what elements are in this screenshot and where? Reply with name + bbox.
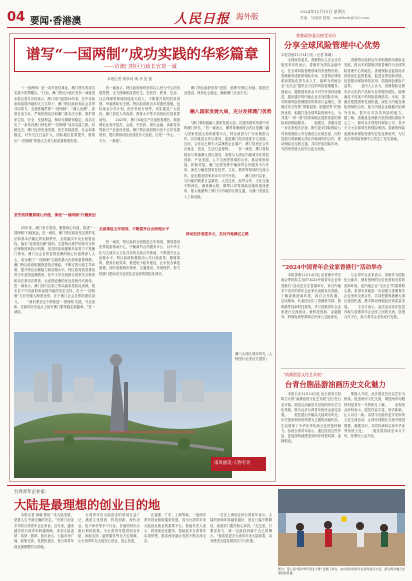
right-1-title: 分享全球风险管理中心优势 (284, 40, 380, 50)
right-divider-2 (281, 368, 405, 369)
bottom-kicker: 台湾青年企业家： (14, 490, 50, 495)
lead-col-2-a: 贺一诚表示，特区政府始终坚持以人民为中心的发展思想，全力保障和改善民生。在医疗、教育、住房、社会保障等领域持续加大投入，不断提升居民的获得感、幸福感和安全感。特区政府推出多项惠民措施，包括现金分享计划、医疗补贴计划等，切实惠及广大居民。澳门居民人均寿命、教育水平等多项指标位居世界前列。 2023年，澳门本地生产总值恢复增长，旅游博彩业有序复苏，会展、中医药、现代金融、高新技术等新兴产业加快发展。澳门特区政府推出首个五年发展规划，提出要推动经济适度多元发展，打造“一中心、一平台、一基地”。 (99, 86, 180, 143)
lead-col-1-b: 25年来，澳门坚守底线，聚焦核心价值，推进“一国两制”行稳致远。贺一诚说，澳门特区政府坚定维护宪法和基本法确定的宪制秩序，全面落实中央全面管治权，落实“爱国者治澳”原则，完善特区维护国家安全的法律制度和执行机制，坚决防范和遏制外部势力干预澳门事务。澳门社会各界爱国爱澳的核心价值观深入人心，成为澳门“一国两制”实践的最大优势和重要保障。 澳门特区政府积极推进依法施政，不断完善行政主导体制，提升特区治理能力和治理水平。特区政府高度重视青少年爱国爱澳教育，在中小学全面推行国家安全教育和宪法基本法教育，让爱国爱澳的优良传统代代相传。贺一诚表示，澳门回归以来之所以能取得如此成就，根本在于中央政府和祖国内地的坚定支持，在于“一国两制”方针的强大制度优势，在于澳门社会各界的团结奋斗。 “我们要坚定不移推进‘一国两制’实践，守正创新，在新的历史起点上续写澳门繁荣稳定新篇章。”贺一诚说。 (14, 226, 95, 314)
right-1-kicker: 香港政协委员接受采访 (296, 33, 336, 38)
lead-title: 谱写“一国两制”成功实践的华彩篇章 (26, 46, 259, 63)
promo-text: 南风丽美·人物专访 (214, 461, 251, 466)
section-name: 要闻·香港澳 (30, 16, 82, 27)
right-3-kicker: “南澳创意文化艺术展” (283, 372, 324, 377)
right-2-body-a: 本报香港11月14日电 由香港中华总商会等机构主办的“2024中国青年企业家香港行”活动近日在香港举行。来自内地多个省市的青年企业家代表团参访香港，了解香港营商环境，探讨合作机遇。 活动期间，代表团走访了香港科学园、数码港等创新科技机构，并与香港青年企业家进行交流座谈，就科技创新、金融服务、跨境电商等领域合作深入交换意见。 (281, 273, 341, 319)
lead-subhead-4: 推动经济适度多元，走好内地澳区之路 (186, 232, 270, 237)
editor-line: 责编：马晓晨 邮箱：rmrbhwb@163.com (300, 16, 370, 20)
bottom-top-rule (7, 485, 405, 486)
bottom-col-1: 本报记者 徐晓 程欣 “来大陆发展，是我人生中最正确的决定。”在厦门创业多年的台湾青年企业家说。近年来，越来越多的台湾青年跨越海峡，来到大陆追梦、筑梦、圆梦。他们表示，大陆市场广阔、政策完善、发展机遇多，是台湾青年创业最理想的目的地。 (14, 513, 74, 549)
masthead-rule (7, 27, 405, 28)
bottom-col-2: 台湾青年在大陆创业的领域日益广泛，涵盖文化创意、科技创新、现代农业、电子商务等多个行业。各地纷纷出台惠台利民政策，为台湾青年提供创业补贴、场地支持、融资服务等全方位保障，让台湾青年在大陆安心创业、放心发展。 (78, 513, 140, 544)
bottom-photo (278, 489, 405, 566)
lead-col-3-a: 澳门特区政府坚持“爱国、爱澳”的核心价值，推进法治建设，保持社会稳定，确保澳门长治久安。 (184, 86, 269, 96)
edition-label: 海外版 (236, 12, 259, 21)
bottom-col-3: 在福建、广东、上海等地，一批两岸青年创业基地蓬勃发展，成为台湾青年来大陆创业就业的重要平台。基地负责人表示，将持续优化服务，帮助更多台湾青年实现梦想，推动两岸融合发展不断走深走实。 (144, 513, 206, 544)
bottom-title: 大陆是最理想的创业目的地 (14, 498, 161, 512)
lead-col-1-a: “（一国两制）是一项开创性事业，澳门特区的成功实践令世界瞩目。”日前，澳门特区行政长官贺一诚接受本报记者专访时表示，澳门回归祖国25年来，在中央政府和祖国内地的大力支持下，澳门特区政府和社会各界共同努力，全面准确贯彻“一国两制”、“澳人治澳”、高度自治方针，严格依照宪法和澳门基本法办事，维护国家主权、安全、发展利益，保持长期繁荣稳定，成功走出了一条具有澳门特色的“一国两制”成功实践之路。回顾过去，澳门经济快速发展，民生持续改善，社会和谐稳定，对外交往日益扩大，国际地位显著提升，展现出“一国两制”的强大生命力和显著制度优势。 (14, 86, 95, 143)
lead-subtitle: ——访澳门特区行政长官贺一诚 (104, 64, 177, 70)
lead-subhead-3: 融入国家发展大局，充分发挥澳门优势 (190, 109, 272, 115)
lead-subhead-1: 坚守底线聚焦核心价值，推进“一国两制”行稳致远 (14, 213, 96, 217)
bottom-col-4: 一位在上海创业的台湾青年表示，大陆的营商环境越来越好，创业门槛不断降低，政府部门服务贴心高效。“在这里，只要肯努力，就一定能找到属于自己的舞台。”他希望更多台湾青年来大陆看看，亲身感受大陆发展的活力与机遇。 (210, 513, 272, 544)
right-1-body-a: 全国政协委员、香港特区立法会议员接受采访时表示，香港作为国际金融中心，在全球风险管理领域具有独特优势。香港拥有成熟的保险市场、完善的法律体系和国际化的专业人才，能够为内地企业“走出去”提供全方位的风险管理服务。 他表示，随着国家高水平对外开放持续推进，越来越多的内地企业走向国际市场，对跨境风险管理服务的需求日益增长。香港应充分发挥“背靠祖国、联通世界”的独特优势，积极打造全球风险管理中心，为共建“一带一路”国家和地区提供优质的保险和再保险服务。 他建议，香港可进一步完善相关法规，吸引更多国际保险公司和再保险公司在港设立区域总部，同时加强与粤港澳大湾区内地城市的合作，推动保险业互联互通，共同开拓国际市场，为国家发展大局作出更大贡献。 (281, 58, 341, 152)
right-1-body-b: 香港特区政府近年来积极推动保险业发展，推出多项措施巩固香港作为全球风险管理中心的地位。香港保险业监管局亦持续优化监管框架，促进业界创新发展，包括推动保险科技应用、拓展绿色保险产品等。 业内人士认为，香港保险业拥有多元化的产品和专业的服务团队，能够满足不同客户的风险管理需求。未来，香港应把握国家发展机遇，深化与内地在保险领域的合作，助力内地企业稳健开拓海外市场，提升应对各类风险的能力。 据了解，香港是亚洲最开放的国际保险中心之一，拥有众多获授权保险公司，其中不少为全球领先的保险集团。香港的保险渗透率和保险密度均位居亚洲前列，为打造全球风险管理中心奠定了坚实基础。 (344, 58, 405, 141)
lead-byline: 本报记者 胡孝珂 秦 华 贺 凯 (107, 77, 153, 81)
bottom-photo-caption: 图为：第八届“两岸青年创业大赛”在厦门举办，来自两岸的青年在现场进行交流，探讨两岸融合发展的新机遇。 (278, 567, 405, 575)
paper-logo: 人民日报 (174, 12, 231, 27)
youth-event-photo (278, 489, 405, 566)
right-1-byline: 本报香港11月14日电（记者 陈曦） (281, 53, 335, 57)
lead-subhead-2: 全面推进五年规划，不断提升社会治理水平 (99, 227, 170, 231)
right-3-title: 台青台胞品游油画历史文化魅力 (285, 380, 386, 389)
date-line: 2024年11月15日 星期五 (300, 9, 346, 14)
right-3-body-b: 策展人介绍，此次展览旨在以艺术为桥梁，促进两岸文化交流，增进两岸同胞特别是青年一代的相互了解。 参观民众纷纷表示，展览内容丰富、形式新颖，让人耳目一新。希望今后能有更多类似的文化交流活动，让两岸同胞在交流中增进感情、凝聚共识，共同传承和弘扬中华优秀传统文化。 展览将持续至本月下旬，免费向公众开放。 (344, 392, 405, 438)
photo-caption-box (235, 332, 273, 478)
right-2-title: “2024中国青年企业家香港行”活动举办 (282, 265, 383, 271)
right-3-body-a: 本报台北11月14日电 由台湾有关机构主办的“南澳创意文化艺术展”近日在台北开幕。展览以油画形式呈现两岸历史文化风貌，吸引众多台湾青年和民众前往参观。 展览展出多幅以大陆城市风光、历史遗迹和民俗风情为主题的油画作品，生动展现了中华优秀传统文化的独特魅力。参展台湾青年表示，通过欣赏这些作品，更加深刻地感受到两岸同根同源、血脉相连。 (281, 392, 341, 444)
macau-cityscape-photo (14, 332, 232, 478)
page-number: 04 (7, 10, 26, 25)
right-2-body-b: 与会青年企业家表示，香港作为国际化大都市，拥有独特的区位优势和完善的营商环境，是内地企业“走出去”的重要桥头堡。希望未来能进一步加强与香港青年企业家的交流合作，共同把握粤港澳大湾区建设机遇，携手推动两地经济高质量发展。 主办方表示，此次活动旨在促进内地与香港青年企业家之间的交流，搭建合作平台，助力青年企业家成长发展。 (344, 273, 405, 319)
photo-caption: 澳门大湾区城市风光（人物图片由受访方提供） (235, 352, 273, 362)
right-divider-1 (281, 259, 405, 260)
lead-photo (14, 332, 232, 478)
lead-col-2-b: 贺一诚说，特区政府全面推进五年规划，围绕建设世界旅游休闲中心、中葡商贸合作服务平台、以中华文化为主流多元文化共存的交流合作基地，不断提升社会治理水平。特区政府积极推动公共行政改革，精简架构，提高行政效率，推进电子政务建设，让市民办事更便捷。同时加强城市规划、交通建设、环境保护，努力把澳门建设成为宜居宜业宜游的国际化城市。 (99, 240, 180, 276)
lead-col-3-b: “澳门要积极融入国家发展大局，在服务国家所需中发挥澳门所长。”贺一诚表示，横琴粤澳深度合作区是澳门融入国家发展大局的重要平台，特区政府与广东省紧密合作，共同推进合作区建设，促进澳门经济适度多元发展。目前，合作区已吸引大量澳资企业落户，澳门居民在合作区就业、创业、生活日益便利。 贺一诚说，澳门将积极参与粤港澳大湾区建设，加强与大湾区内地城市在科技创新、产业发展、人才交流等领域的合作，推动规则衔接、机制对接。澳门还将发挥中葡商贸合作服务平台作用，深化与葡语国家在经贸、文化、教育等领域的交流合作，更好服务国家高水平对外开放。 澳门回归以来，与内地的联系日益紧密，人员往来、经贸合作、文化交流不断深化。港珠澳大桥、横琴口岸等基础设施的建成使用，极大地便利了澳门与内地的互联互通，为澳门发展注入了新动能。 (184, 121, 269, 199)
